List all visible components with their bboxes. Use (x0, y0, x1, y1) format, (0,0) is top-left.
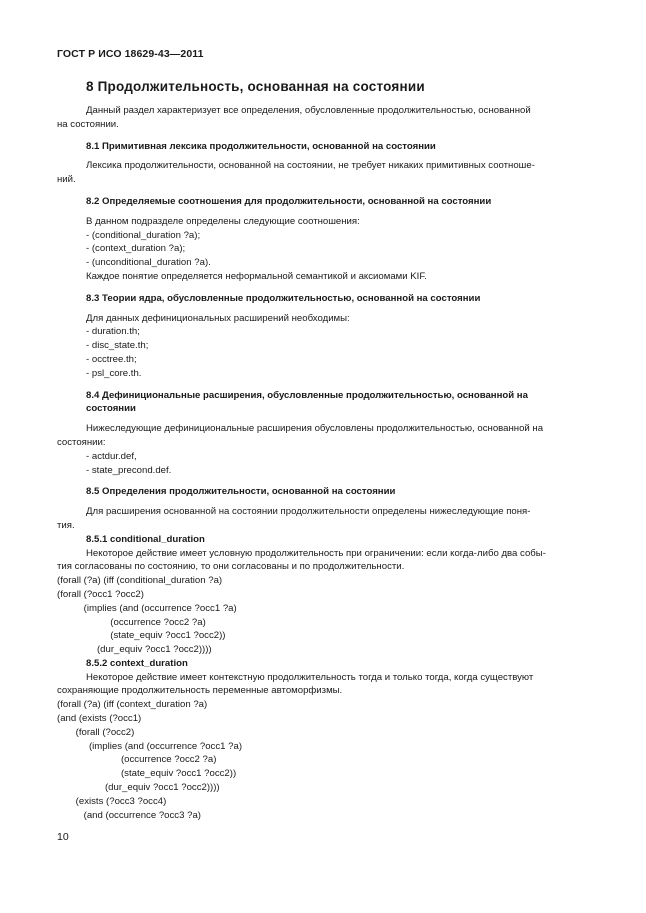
list-item: - (unconditional_duration ?a). (86, 257, 211, 269)
list-item: - (conditional_duration ?a); (86, 229, 201, 241)
section-title: 8 Продолжительность, основанная на состоянии (86, 79, 425, 94)
page-number: 10 (57, 831, 69, 843)
paragraph-line: Нижеследующие дефинициональные расширения обусловлены продолжительностью, основанной на (86, 423, 544, 435)
subsection-heading-8-2: 8.2 Определяемые соотношения для продолжительности, основанной на состоянии (86, 195, 492, 207)
kif-code-line: (implies (and (occurrence ?occ1 ?a) (57, 602, 237, 614)
subsection-heading-8-5: 8.5 Определения продолжительности, основанной на состоянии (86, 486, 396, 498)
paragraph-line: сохраняющие продолжительность переменные автоморфизмы. (57, 685, 343, 697)
subsection-heading-8-3: 8.3 Теории ядра, обусловленные продолжительностью, основанной на состоянии (86, 292, 481, 304)
subsection-heading-8-4: 8.4 Дефинициональные расширения, обусловленные продолжительностью, основанной на (86, 389, 528, 401)
paragraph-line: тия. (57, 519, 75, 531)
paragraph-line: тия согласованы по состоянию, то они согласованы и по продолжительности. (57, 561, 405, 573)
subsection-heading-8-4-cont: состоянии (86, 403, 136, 415)
kif-code-line: (dur_equiv ?occ1 ?occ2)))) (57, 782, 220, 794)
paragraph-line: Лексика продолжительности, основанной на состоянии, не требует никаких примитивных соотноше- (86, 160, 535, 172)
kif-code-line: (and (occurrence ?occ3 ?a) (57, 809, 201, 821)
paragraph-line: Каждое понятие определяется неформальной семантикой и аксиомами KIF. (86, 270, 427, 282)
kif-code-line: (occurrence ?occ2 ?a) (57, 754, 217, 766)
list-item: - psl_core.th. (86, 367, 142, 379)
kif-code-line: (and (exists (?occ1) (57, 713, 142, 725)
list-item: - (context_duration ?a); (86, 243, 186, 255)
list-item: - state_precond.def. (86, 464, 172, 476)
kif-code-line: (occurrence ?occ2 ?a) (57, 616, 206, 628)
paragraph-line: В данном подразделе определены следующие соотношения: (86, 215, 360, 227)
kif-code-line: (forall (?occ1 ?occ2) (57, 588, 144, 600)
paragraph-line: Для расширения основанной на состоянии продолжительности определены нижеследующие поня- (86, 506, 531, 518)
intro-line: на состоянии. (57, 118, 119, 130)
kif-code-line: (exists (?occ3 ?occ4) (57, 795, 167, 807)
kif-code-line: (forall (?a) (iff (context_duration ?a) (57, 699, 208, 711)
document-header: ГОСТ Р ИСО 18629-43—2011 (57, 48, 204, 60)
kif-code-line: (dur_equiv ?occ1 ?occ2)))) (57, 644, 212, 656)
kif-code-line: (forall (?occ2) (57, 726, 135, 738)
list-item: - actdur.def, (86, 450, 137, 462)
kif-code-line: (state_equiv ?occ1 ?occ2)) (57, 768, 237, 780)
paragraph-line: Для данных дефинициональных расширений необходимы: (86, 312, 350, 324)
paragraph-line: Некоторое действие имеет контекстную продолжительность тогда и только тогда, когда существуют (86, 671, 534, 683)
document-body (57, 104, 595, 822)
subsection-heading-8-1: 8.1 Примитивная лексика продолжительности, основанной на состоянии (86, 140, 436, 152)
subsection-heading-8-5-1: 8.5.1 conditional_duration (86, 533, 205, 545)
list-item: - occtree.th; (86, 353, 137, 365)
intro-line: Данный раздел характеризует все определения, обусловленные продолжительностью, основанной (86, 105, 531, 116)
paragraph-line: Некоторое действие имеет условную продолжительность при ограничении: если когда-либо два собы- (86, 547, 546, 559)
list-item: - disc_state.th; (86, 340, 149, 352)
paragraph-line: ний. (57, 174, 76, 186)
paragraph-line: состоянии: (57, 436, 106, 448)
subsection-heading-8-5-2: 8.5.2 context_duration (86, 657, 188, 669)
kif-code-line: (forall (?a) (iff (conditional_duration ?a) (57, 575, 223, 587)
list-item: - duration.th; (86, 326, 140, 338)
kif-code-line: (implies (and (occurrence ?occ1 ?a) (57, 740, 243, 752)
kif-code-line: (state_equiv ?occ1 ?occ2)) (57, 630, 226, 642)
